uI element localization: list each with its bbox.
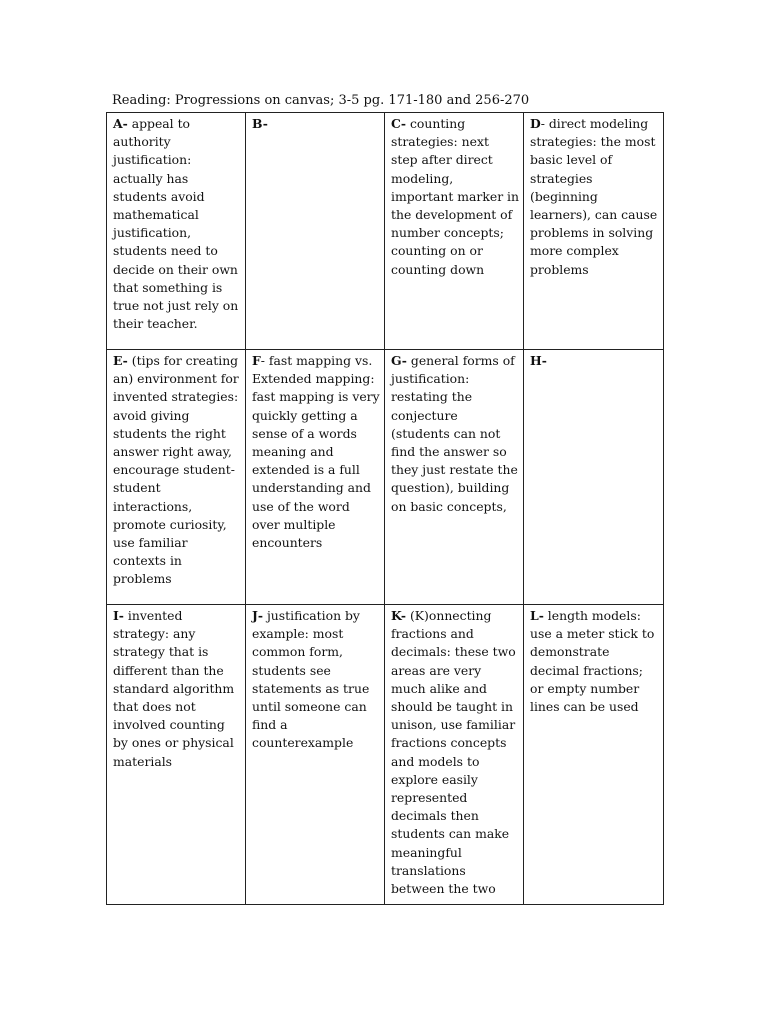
cell-j xyxy=(246,605,385,905)
cell-letter: K- xyxy=(391,608,407,623)
cell-text: appeal to authority justification: actually has students avoid mathematical justification, students need to decide on their own that something is true not just rely on their teacher. xyxy=(113,116,239,332)
cell-d xyxy=(524,113,664,350)
cell-text: - direct modeling strategies: the most basic level of strategies (beginning learners), can cause problems in solving more complex problems xyxy=(530,116,658,277)
cell-h xyxy=(524,350,664,605)
cell-i xyxy=(107,605,246,905)
reading-heading: Reading: Progressions on canvas; 3-5 pg. 171-180 and 256-270 xyxy=(112,93,530,108)
cell-letter: A- xyxy=(113,116,128,131)
cell-letter: D xyxy=(530,116,541,131)
cell-text: (tips for creating an) environment for invented strategies: avoid giving students the right answer right away, encourage student-student interactions, promote curiosity, use familiar contexts in problems xyxy=(113,353,239,587)
vocabulary-table xyxy=(106,112,664,905)
cell-g xyxy=(385,350,524,605)
cell-letter: H- xyxy=(530,353,547,368)
cell-b xyxy=(246,113,385,350)
cell-text: counting strategies: next step after direct modeling, important marker in the development of number concepts; counting on or counting down xyxy=(391,116,519,277)
cell-text: justification by example: most common form, students see statements as true until someone can find a counterexample xyxy=(252,608,370,751)
cell-a xyxy=(107,113,246,350)
cell-letter: I- xyxy=(113,608,124,623)
cell-k xyxy=(385,605,524,905)
table-row xyxy=(107,350,664,605)
cell-e xyxy=(107,350,246,605)
cell-f xyxy=(246,350,385,605)
cell-letter: C- xyxy=(391,116,407,131)
cell-text: (K)onnecting fractions and decimals: these two areas are very much alike and should be taught in unison, use familiar fractions concepts and models to explore easily represented decimals then students can make meaningful translations between the two xyxy=(391,608,516,897)
cell-letter: L- xyxy=(530,608,544,623)
cell-text: - fast mapping vs. Extended mapping: fast mapping is very quickly getting a sense of a words meaning and extended is a full understanding and use of the word over multiple encounters xyxy=(252,353,380,551)
table-row xyxy=(107,605,664,905)
table-row xyxy=(107,113,664,350)
cell-letter: B- xyxy=(252,116,268,131)
cell-letter: J- xyxy=(252,608,264,623)
cell-letter: E- xyxy=(113,353,128,368)
cell-text: length models: use a meter stick to demonstrate decimal fractions; or empty number lines can be used xyxy=(530,608,655,715)
cell-letter: G- xyxy=(391,353,407,368)
cell-c xyxy=(385,113,524,350)
cell-text: general forms of justification: restating the conjecture (students can not find the answer so they just restate the question), building on basic concepts, xyxy=(391,353,518,514)
cell-l xyxy=(524,605,664,905)
cell-text: invented strategy: any strategy that is different than the standard algorithm that does not involved counting by ones or physical materials xyxy=(113,608,235,769)
cell-letter: F xyxy=(252,353,261,368)
